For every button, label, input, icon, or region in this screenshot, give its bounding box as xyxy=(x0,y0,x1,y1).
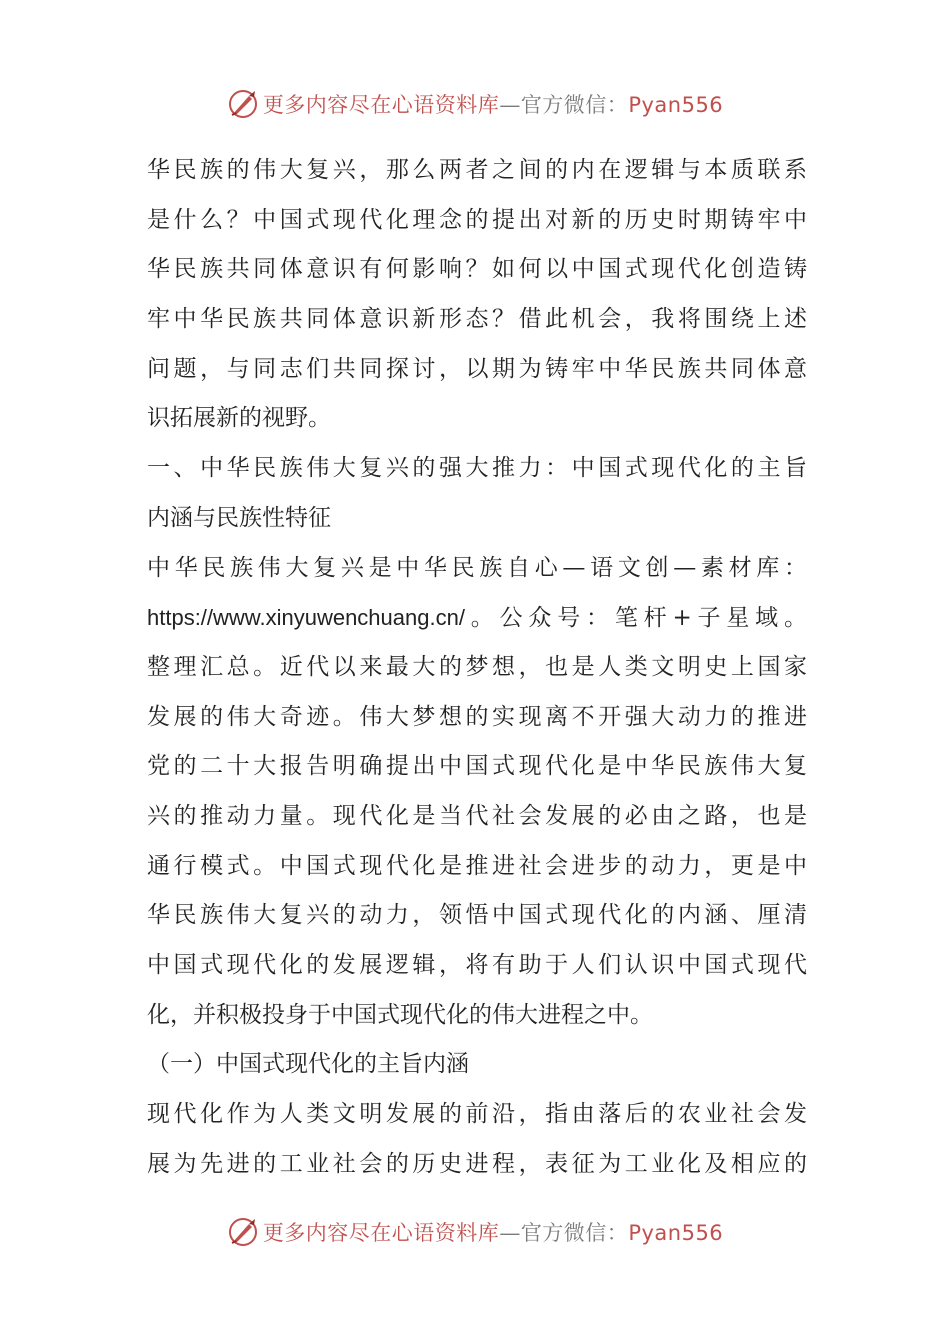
text-line: 整理汇总。近代以来最大的梦想，也是人类文明史上国家 xyxy=(147,653,807,680)
url-line xyxy=(147,593,807,643)
url-link[interactable]: https://www.xinyuwenchuang.cn/ xyxy=(147,605,465,631)
text-line: 问题，与同志们共同探讨，以期为铸牢中华民族共同体意 xyxy=(147,355,807,382)
text-line: 发展的伟大奇迹。伟大梦想的实现离不开强大动力的推进 xyxy=(147,703,807,730)
text-line: 中国式现代化的发展逻辑，将有助于人们认识中国式现代 xyxy=(147,952,807,978)
text-line: 是什么？中国式现代化理念的提出对新的历史时期铸牢中 xyxy=(147,206,807,233)
document-body xyxy=(147,146,807,1189)
text-line: 华民族共同体意识有何影响？如何以中国式现代化创造铸 xyxy=(147,256,807,283)
text-line: 党的二十大报告明确提出中国式现代化是中华民族伟大复 xyxy=(147,753,807,780)
watermark-main: 更多内容尽在心语资料库 xyxy=(262,1221,500,1245)
text-line: 华民族伟大复兴的动力，领悟中国式现代化的内涵、厘清 xyxy=(147,902,807,929)
text-line: 牢中华民族共同体意识新形态？借此机会，我将围绕上述 xyxy=(147,306,807,333)
text-line: 化，并积极投身于中国式现代化的伟大进程之中。 xyxy=(147,1001,653,1028)
text-line: 识拓展新的视野。 xyxy=(147,405,331,432)
quill-pen-logo-icon xyxy=(227,1216,259,1248)
quill-pen-logo-icon xyxy=(227,88,259,120)
footer-watermark-banner xyxy=(0,1212,950,1252)
header-watermark-banner xyxy=(0,84,950,124)
text-line: 兴的推动力量。现代化是当代社会发展的必由之路，也是 xyxy=(147,802,807,829)
section-heading: 一、中华民族伟大复兴的强大推力：中国式现代化的主旨 xyxy=(147,455,807,482)
watermark-wechat-id: Pyan556 xyxy=(628,93,724,117)
watermark-main: 更多内容尽在心语资料库 xyxy=(262,93,500,117)
url-line-rest: 。公众号：笔杆+子星域。 xyxy=(464,605,807,632)
section-heading: 内涵与民族性特征 xyxy=(147,504,331,531)
text-line: 华民族的伟大复兴，那么两者之间的内在逻辑与本质联系 xyxy=(147,157,807,183)
watermark-text xyxy=(263,89,723,119)
text-line: 中华民族伟大复兴是中华民族自心—语文创—素材库： xyxy=(147,554,807,581)
watermark-text xyxy=(263,1217,723,1247)
text-line: 现代化作为人类文明发展的前沿，指由落后的农业社会发 xyxy=(147,1101,807,1128)
watermark-wechat-id: Pyan556 xyxy=(628,1221,724,1245)
text-line: 通行模式。中国式现代化是推进社会进步的动力，更是中 xyxy=(147,852,807,879)
subsection-heading: （一）中国式现代化的主旨内涵 xyxy=(147,1051,469,1078)
watermark-suffix: —官方微信： xyxy=(499,93,629,117)
text-line: 展为先进的工业社会的历史进程，表征为工业化及相应的 xyxy=(147,1150,807,1177)
watermark-suffix: —官方微信： xyxy=(499,1221,629,1245)
